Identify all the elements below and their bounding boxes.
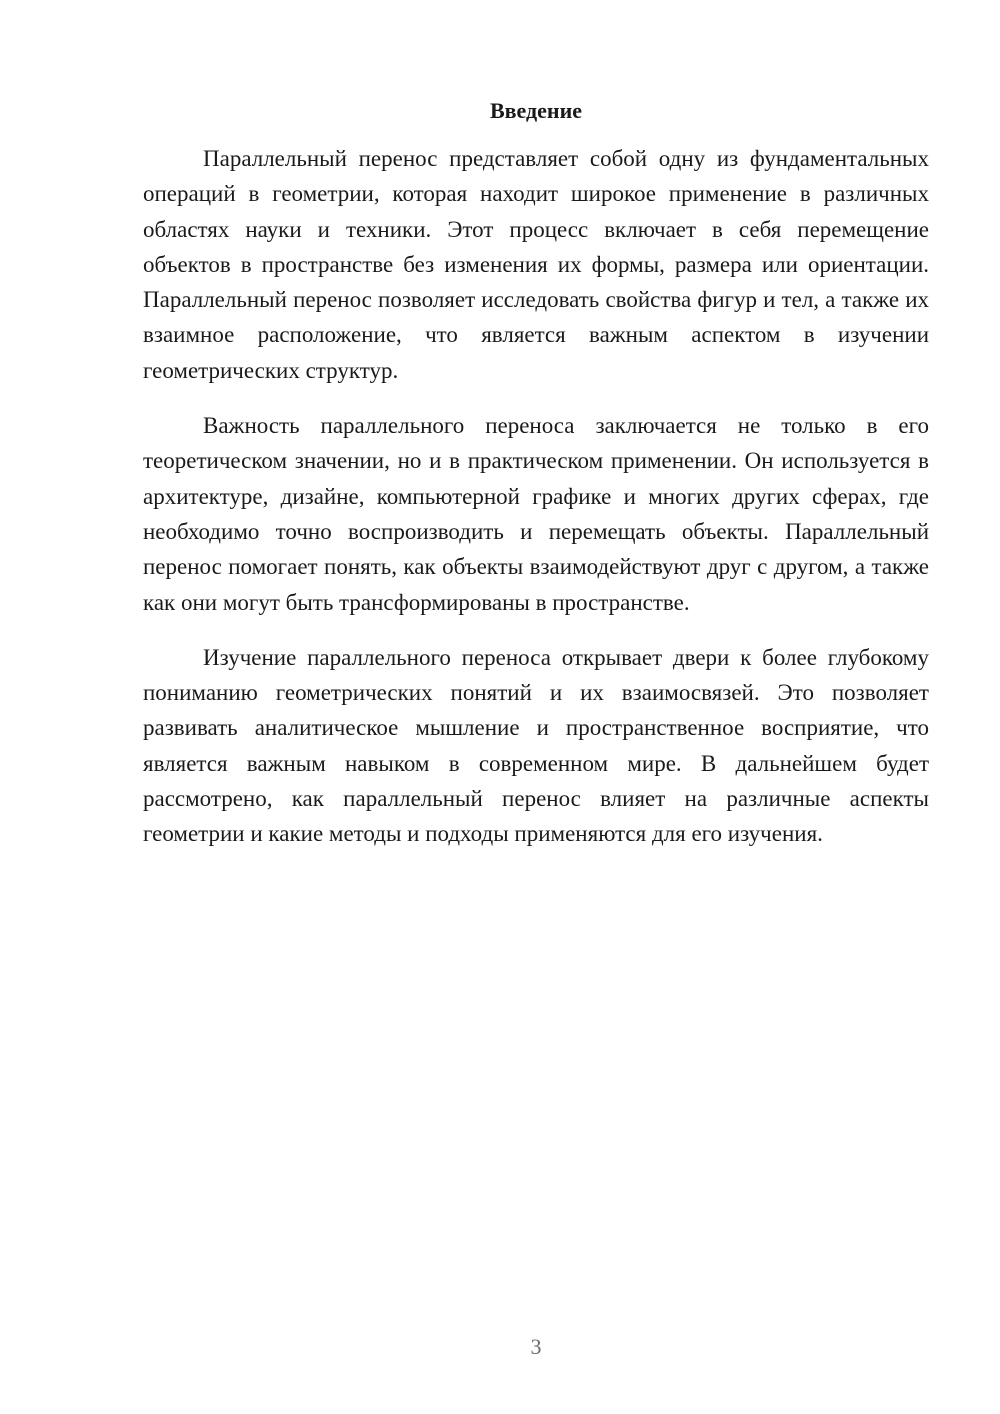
section-title: Введение xyxy=(489,98,583,123)
paragraph-1: Параллельный перенос представляет собой одну из фундаментальных операций в геометрии, которая находит широкое применение в различных областях науки и техники. Этот процесс включает в себя перемещение объектов в пространстве без изменения их формы, размера или ориентации. Параллельный перенос позволяет исследовать свойства фигур и тел, а также их взаимное расположение, что является важным аспектом в изучении геометрических структур. xyxy=(143,146,929,383)
body-text xyxy=(143,141,929,872)
page-number: 3 xyxy=(530,1334,542,1359)
paragraph-3: Изучение параллельного переноса открывает двери к более глубокому пониманию геометрических понятий и их взаимосвязей. Это позволяет развивать аналитическое мышление и пространственное восприятие, что является важным навыком в современном мире. В дальнейшем будет рассмотрено, как параллельный перенос влияет на различные аспекты геометрии и какие методы и подходы применяются для его изучения. xyxy=(143,644,929,847)
paragraph-2: Важность параллельного переноса заключается не только в его теоретическом значении, но и в практическом применении. Он используется в архитектуре, дизайне, компьютерной графике и многих других сферах, где необходимо точно воспроизводить и перемещать объекты. Параллельный перенос помогает понять, как объекты взаимодействуют друг с другом, а также как они могут быть трансформированы в пространстве. xyxy=(143,413,929,615)
